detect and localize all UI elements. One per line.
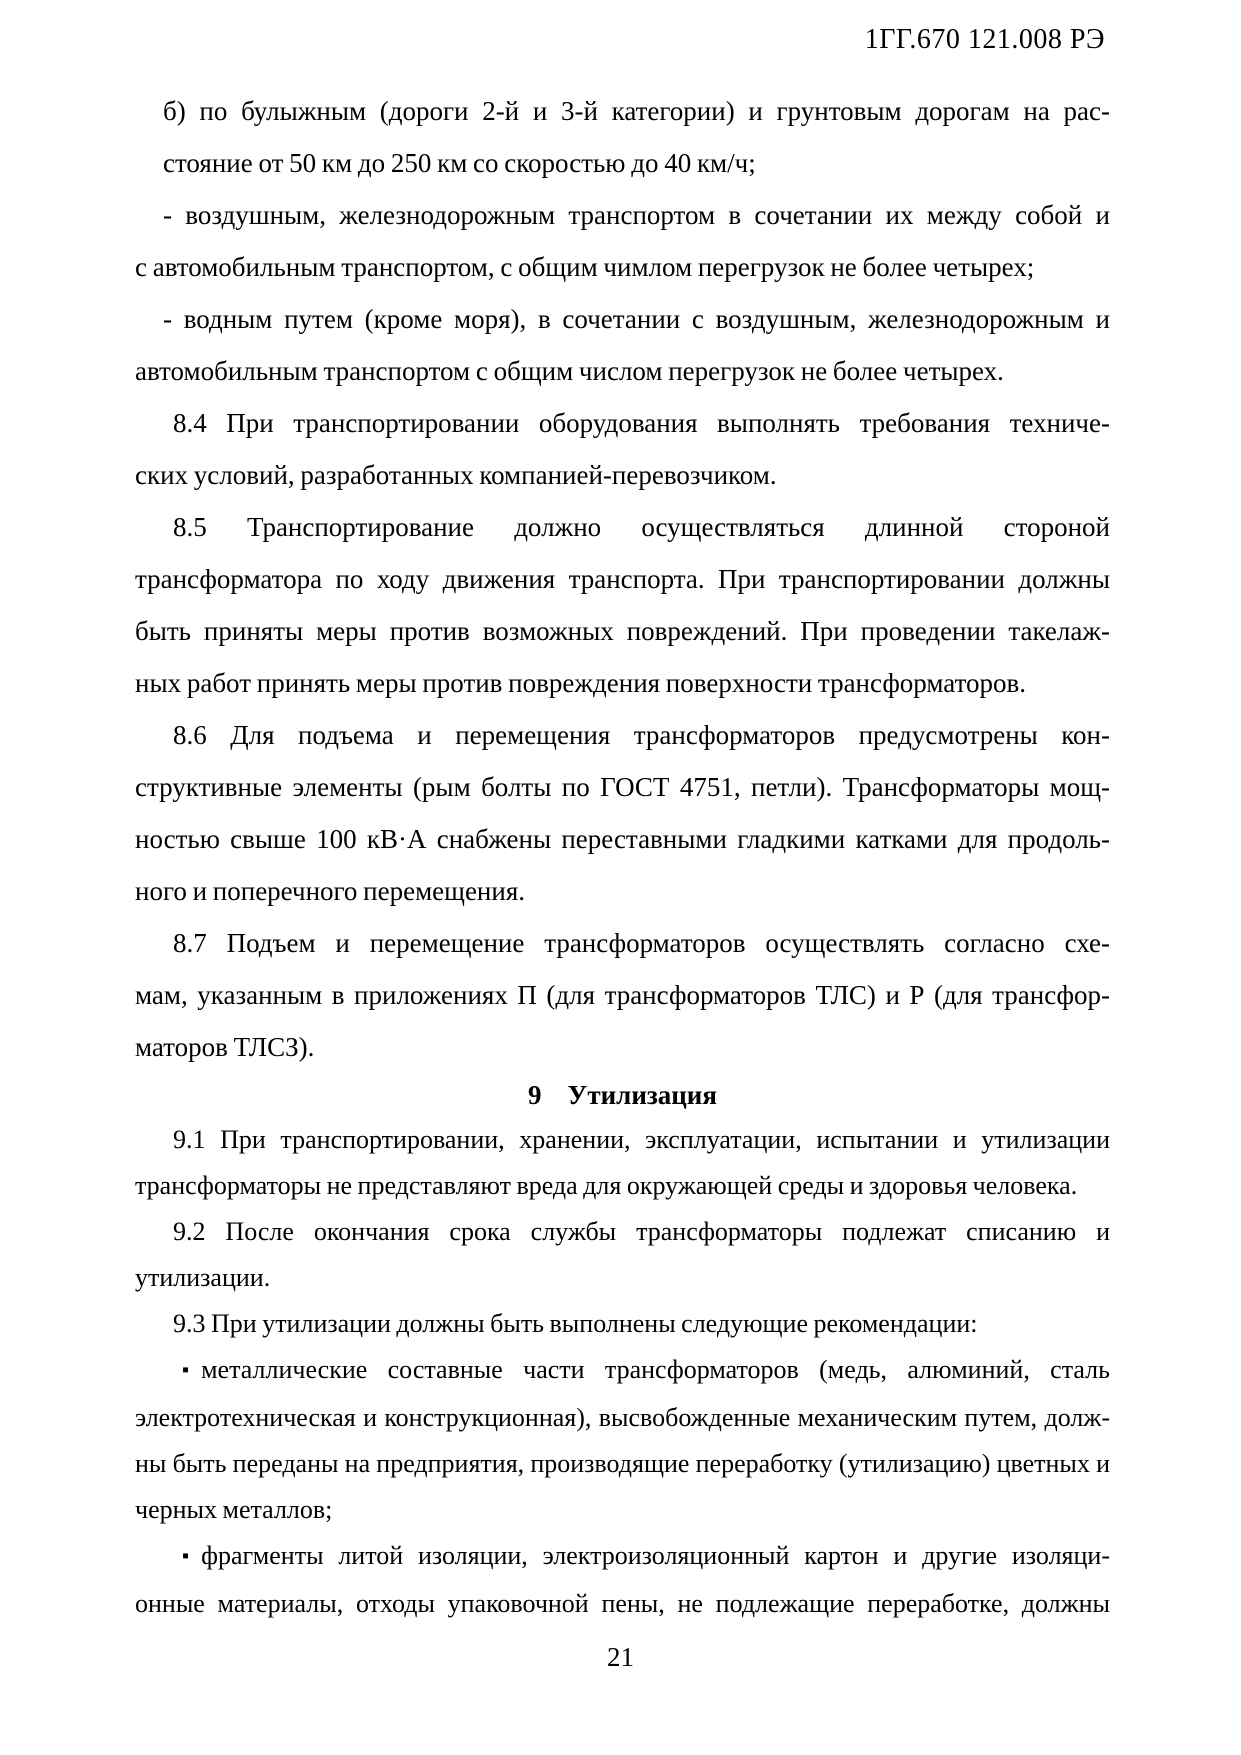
text-line: автомобильным транспортом с общим числом перегрузок не более четырех. [135,356,1004,386]
text-line: ▪ фрагменты литой изоляции, электроизоляционный картон и другие изоляци- [135,1533,1110,1581]
text-line: ных работ принять меры против повреждения поверхности трансформаторов. [135,668,1027,698]
text-line: онные материалы, отходы упаковочной пены, не подлежащие переработке, должны [135,1589,1110,1618]
paragraph [135,501,1110,709]
paragraph [135,917,1110,1073]
section-title: Утилизация [567,1080,717,1110]
paragraph [135,85,1110,189]
text-line: маторов ТЛСЗ). [135,1032,315,1062]
text-line: ностью свыше 100 кВ·А снабжены переставными гладкими катками для продоль- [135,824,1110,854]
text-line: 9.1 При транспортировании, хранении, эксплуатации, испытании и утилизации [173,1125,1110,1154]
text-line: утилизации. [135,1263,271,1292]
document-body [135,85,1110,1627]
paragraph [135,709,1110,917]
paragraph [135,1209,1110,1301]
text-line: ного и поперечного перемещения. [135,876,526,906]
text-line: черных металлов; [135,1495,333,1524]
text-line: 8.6 Для подъема и перемещения трансформаторов предусмотрены кон- [173,720,1110,750]
bullet-square-icon: ▪ [182,1359,190,1381]
text-line: 8.7 Подъем и перемещение трансформаторов осуществлять согласно схе- [173,928,1110,958]
text-line: б) по булыжным (дороги 2-й и 3-й категории) и грунтовым дорогам на рас- [163,96,1110,126]
text-line: ны быть переданы на предприятия, производящие переработку (утилизацию) цветных и [135,1449,1110,1478]
text-line: ских условий, разработанных компанией-перевозчиком. [135,460,777,490]
text-line: структивные элементы (рым болты по ГОСТ 4751, петли). Трансформаторы мощ- [135,772,1110,802]
bullet-item [135,1533,1110,1627]
bullet-square-icon: ▪ [182,1545,190,1567]
section-heading [135,1073,1110,1117]
paragraph [135,397,1110,501]
text-line: с автомобильным транспортом, с общим чимлом перегрузок не более четырех; [135,252,1035,282]
text-line: ▪ металлические составные части трансформаторов (медь, алюминий, сталь [135,1347,1110,1395]
text-line: трансформатора по ходу движения транспорта. При транспортировании должны [135,564,1110,594]
text-line: стояние от 50 км до 250 км со скоростью до 40 км/ч; [163,148,756,178]
paragraph [135,1301,1110,1347]
text-line: быть приняты меры против возможных повреждений. При проведении такелаж- [135,616,1110,646]
paragraph [135,1117,1110,1209]
document-code: 1ГГ.670 121.008 РЭ [864,24,1105,55]
paragraph [135,293,1110,397]
text-line: 8.4 При транспортировании оборудования выполнять требования техниче- [173,408,1110,438]
text-line: мам, указанным в приложениях П (для трансформаторов ТЛС) и Р (для трансфор- [135,980,1110,1010]
text-line: 9.2 После окончания срока службы трансформаторы подлежат списанию и [173,1217,1110,1246]
section-number: 9 [528,1080,542,1110]
bullet-item [135,1347,1110,1533]
text-line: электротехническая и конструкционная), высвобожденные механическим путем, долж- [135,1403,1110,1432]
paragraph [135,189,1110,293]
text-line: - воздушным, железнодорожным транспортом в сочетании их между собой и [163,200,1110,230]
text-line: трансформаторы не представляют вреда для окружающей среды и здоровья человека. [135,1171,1078,1200]
page-number: 21 [607,1642,634,1672]
text-line: 9.3 При утилизации должны быть выполнены следующие рекомендации: [173,1309,978,1338]
text-line: - водным путем (кроме моря), в сочетании с воздушным, железнодорожным и [163,304,1110,334]
text-line: 8.5 Транспортирование должно осуществляться длинной стороной [173,512,1110,542]
